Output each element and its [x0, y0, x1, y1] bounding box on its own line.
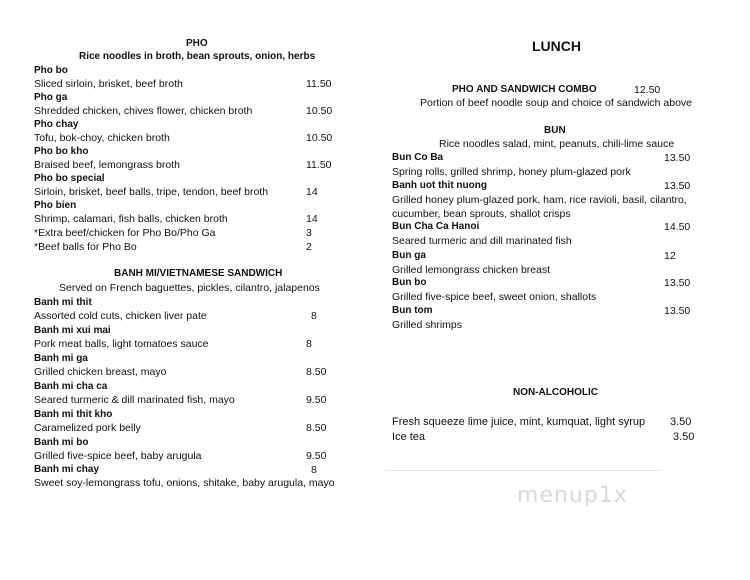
- menu-item-price: 8.50: [306, 422, 327, 434]
- menu-item-desc: Sirloin, brisket, beef balls, tripe, tendon, beef broth: [34, 186, 269, 198]
- extra-desc: *Beef balls for Pho Bo: [34, 241, 137, 253]
- menu-item-name: Banh mi thit: [34, 297, 92, 308]
- extra-desc: *Extra beef/chicken for Pho Bo/Pho Ga: [34, 227, 216, 239]
- menu-item-desc: Grilled five-spice beef, baby arugula: [34, 450, 202, 462]
- menu-item-price: 10.50: [306, 132, 333, 144]
- menu-item-name: Bun tom: [392, 305, 433, 316]
- pho-section-title: PHO: [186, 38, 208, 49]
- drink-desc: Fresh squeeze lime juice, mint, kumquat, light syrup: [392, 416, 646, 428]
- menu-item-price: 13.50: [664, 180, 691, 192]
- menu-item-name: Banh mi cha ca: [34, 381, 108, 392]
- menu-item-desc: Shredded chicken, chives flower, chicken broth: [34, 105, 253, 117]
- watermark-logo: menup1x: [517, 483, 628, 508]
- menu-item-desc: Seared turmeric and dill marinated fish: [392, 235, 572, 247]
- menu-item-desc: Sweet soy-lemongrass tofu, onions, shitake, baby arugula, mayo: [34, 477, 335, 489]
- menu-item-name: Pho bien: [34, 200, 77, 211]
- menu-item-price: 12: [664, 250, 676, 262]
- menu-item-price: 13.50: [664, 277, 691, 289]
- menu-item-price: 11.50: [306, 159, 332, 171]
- combo-price: 12.50: [634, 84, 661, 96]
- bun-section-title: BUN: [544, 125, 566, 136]
- menu-item-price: 14: [306, 213, 318, 225]
- menu-item-desc: Grilled chicken breast, mayo: [34, 366, 167, 378]
- menu-item-price: 9.50: [306, 394, 327, 406]
- menu-item-name: Banh mi bo: [34, 437, 89, 448]
- menu-item-price: 10.50: [306, 105, 333, 117]
- menu-item-desc: Seared turmeric & dill marinated fish, mayo: [34, 394, 235, 406]
- menu-item-price: 8: [311, 464, 317, 476]
- menu-item-price: 11.50: [306, 78, 332, 90]
- menu-item-name: Bun ga: [392, 250, 426, 261]
- menu-item-desc: Spring rolls, grilled shrimp, honey plum-glazed pork: [392, 166, 631, 178]
- pho-section-subtitle: Rice noodles in broth, bean sprouts, onion, herbs: [79, 51, 316, 62]
- menu-item-name: Banh mi ga: [34, 353, 88, 364]
- watermark-divider: [385, 470, 660, 471]
- menu-item-price: 8: [306, 338, 312, 350]
- lunch-title: LUNCH: [532, 38, 581, 54]
- menu-item-price: 9.50: [306, 450, 327, 462]
- menu-item-price: 14: [306, 186, 318, 198]
- menu-item-name: Pho bo special: [34, 173, 105, 184]
- menu-item-price: 13.50: [664, 305, 691, 317]
- nonalcoholic-section-title: NON-ALCOHOLIC: [513, 387, 598, 398]
- drink-price: 3.50: [670, 416, 692, 428]
- menu-item-name: Banh mi xui mai: [34, 325, 111, 336]
- drink-price: 3.50: [673, 431, 695, 443]
- menu-item-desc: Grilled shrimps: [392, 319, 463, 331]
- menu-item-desc: Braised beef, lemongrass broth: [34, 159, 180, 171]
- banhmi-section-title: BANH MI/VIETNAMESE SANDWICH: [114, 268, 283, 279]
- menu-item-name: Bun Cha Ca Hanoi: [392, 221, 480, 232]
- menu-item-price: 14.50: [664, 221, 691, 233]
- menu-item-name: Pho chay: [34, 119, 79, 130]
- menu-item-name: Pho ga: [34, 92, 68, 103]
- menu-item-price: 13.50: [664, 152, 691, 164]
- menu-item-name: Banh mi chay: [34, 464, 100, 475]
- menu-item-price: 8.50: [306, 366, 327, 378]
- menu-item-desc: Grilled lemongrass chicken breast: [392, 264, 551, 276]
- menu-item-name: Pho bo kho: [34, 146, 89, 157]
- menu-item-price: 8: [311, 310, 317, 322]
- extra-price: 3: [306, 227, 312, 239]
- menu-item-name: Bun bo: [392, 277, 427, 288]
- bun-section-subtitle: Rice noodles salad, mint, peanuts, chili-lime sauce: [439, 138, 675, 150]
- menu-item-desc: Caramelized pork belly: [34, 422, 141, 434]
- menu-item-name: Banh mi thit kho: [34, 409, 113, 420]
- menu-item-desc: Grilled five-spice beef, sweet onion, shallots: [392, 291, 597, 303]
- combo-desc: Portion of beef noodle soup and choice of sandwich above: [420, 97, 693, 109]
- menu-item-name: Pho bo: [34, 65, 68, 76]
- menu-item-desc: Grilled honey plum-glazed pork, ham, rice ravioli, basil, cilantro, cucumber, bean sprouts, shallot crisps: [392, 194, 687, 220]
- menu-item-name: Bun Co Ba: [392, 152, 444, 163]
- menu-item-desc: Sliced sirloin, brisket, beef broth: [34, 78, 183, 90]
- menu-item-name: Banh uot thit nuong: [392, 180, 487, 191]
- banhmi-section-subtitle: Served on French baguettes, pickles, cilantro, jalapenos: [59, 282, 320, 294]
- drink-desc: Ice tea: [392, 431, 426, 443]
- extra-price: 2: [306, 241, 312, 253]
- menu-item-desc: Tofu, bok-choy, chicken broth: [34, 132, 170, 144]
- combo-name: PHO AND SANDWICH COMBO: [452, 84, 597, 95]
- menu-item-desc: Pork meat balls, light tomatoes sauce: [34, 338, 209, 350]
- menu-item-desc: Shrimp, calamari, fish balls, chicken broth: [34, 213, 228, 225]
- menu-item-desc: Assorted cold cuts, chicken liver pate: [34, 310, 207, 322]
